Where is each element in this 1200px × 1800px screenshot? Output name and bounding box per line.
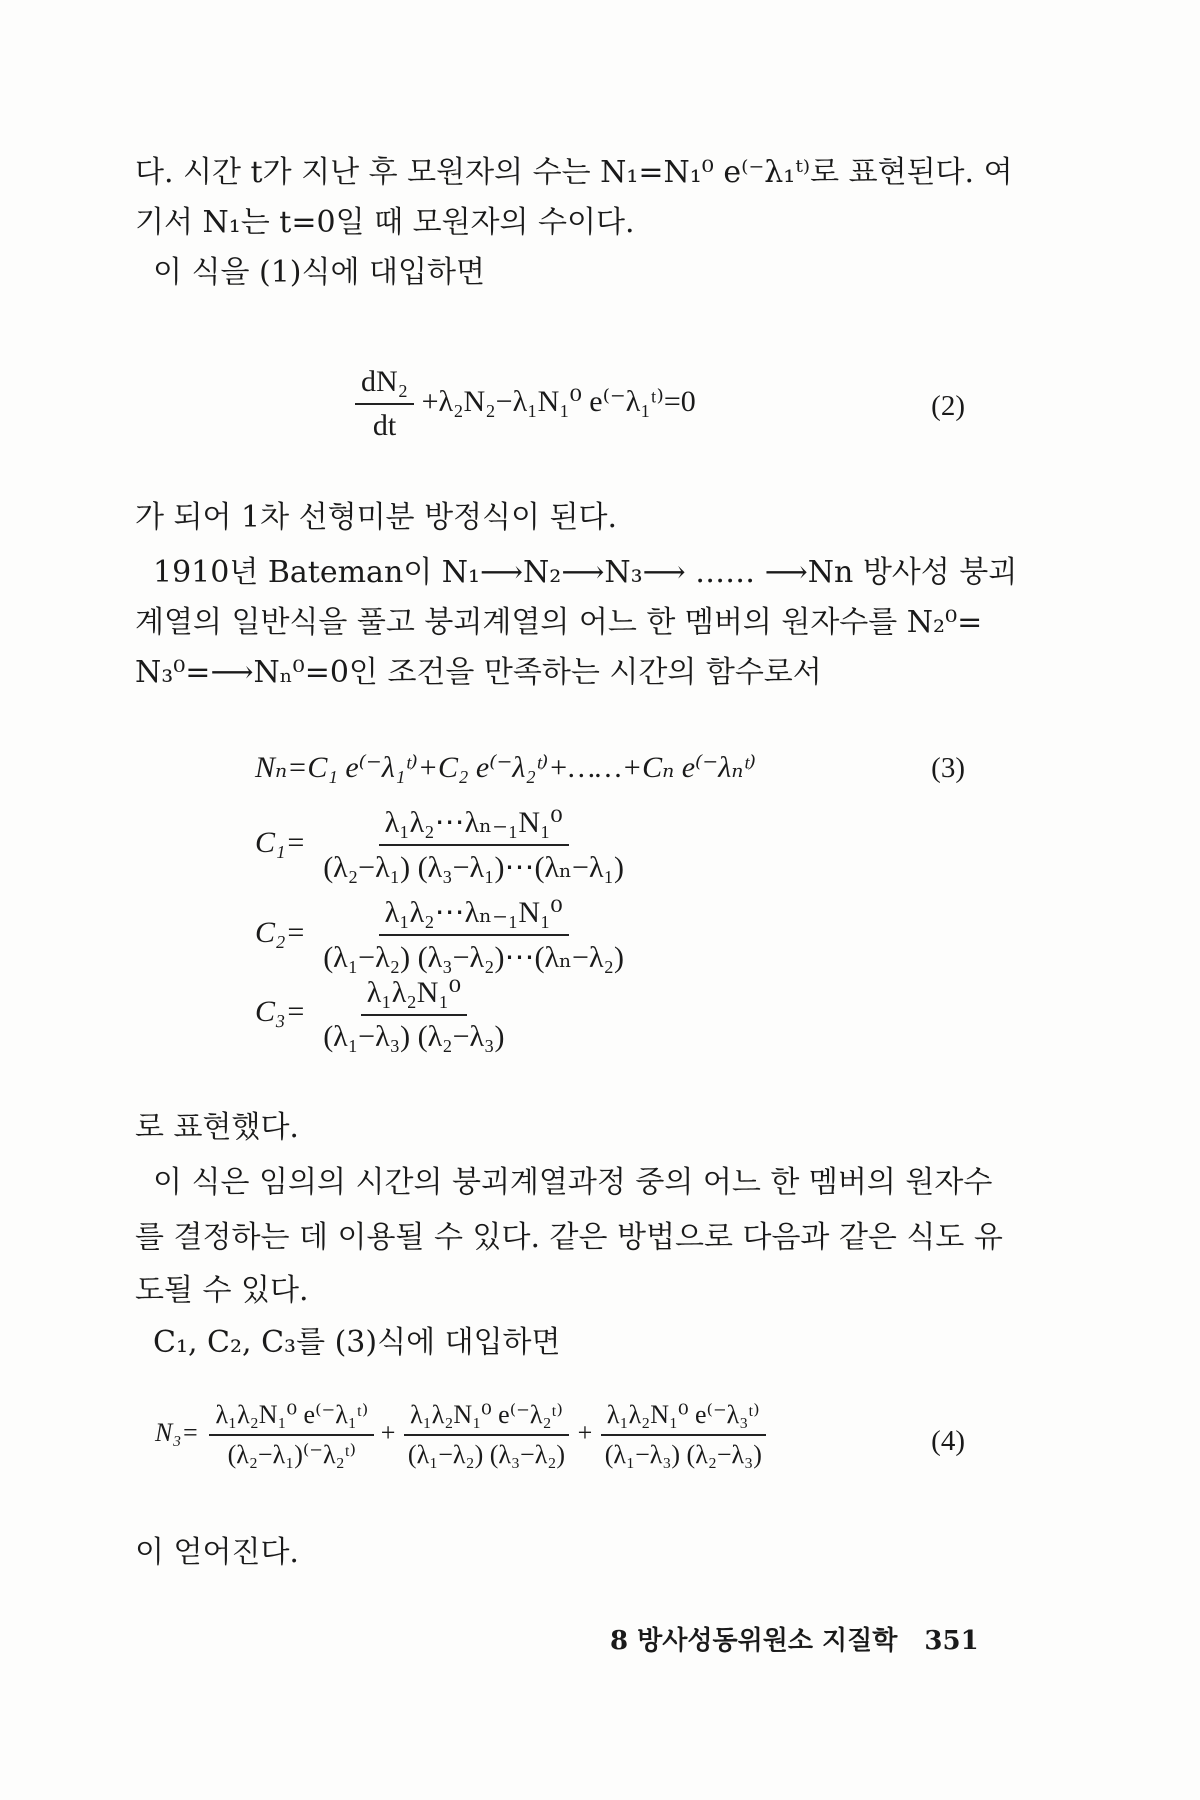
c3-numerator: λ₁λ₂N₁⁰: [361, 975, 467, 1016]
paragraph-4-line-1: 1910년 Bateman이 N₁⟶N₂⟶N₃⟶ …… ⟶Nn 방사성 붕괴: [153, 555, 1018, 590]
coefficient-c2: [255, 895, 630, 975]
term-2-denominator: (λ₁−λ₂) (λ₃−λ₂): [407, 1440, 566, 1469]
paragraph-1-line-2: 기서 N₁는 t=0일 때 모원자의 수이다.: [135, 205, 635, 240]
paragraph-4-line-2: 계열의 일반식을 풀고 붕괴계열의 어느 한 멤버의 원자수를 N₂⁰=: [135, 605, 983, 640]
c3-label: C₃=: [255, 995, 306, 1029]
coefficient-c3: [255, 975, 511, 1054]
term-2-numerator: λ₁λ₂N₁⁰ e⁽⁻λ₂ᵗ⁾: [404, 1400, 569, 1436]
equation-3-main: Nₙ=C₁ e⁽⁻λ₁ᵗ⁾+C₂ e⁽⁻λ₂ᵗ⁾+……+Cₙ e⁽⁻λₙᵗ⁾: [255, 751, 756, 784]
paragraph-6-line-3: 도될 수 있다.: [135, 1273, 309, 1308]
equation-3-number: (3): [931, 752, 965, 784]
term-2-fraction: [402, 1400, 571, 1470]
chapter-title: 8 방사성동위원소 지질학: [610, 1626, 898, 1656]
plus-sign-2: +: [577, 1417, 593, 1447]
term-1-denominator: (λ₂−λ₁)⁽⁻λ₂ᵗ⁾: [227, 1440, 357, 1469]
derivative-fraction: [355, 365, 414, 443]
c1-label: C₁=: [255, 825, 306, 859]
c1-denominator: (λ₂−λ₁) (λ₃−λ₁)⋯(λₙ−λ₁): [323, 851, 624, 884]
paragraph-2: 이 식을 (1)식에 대입하면: [153, 255, 485, 290]
paragraph-1-line-1: 다. 시간 t가 지난 후 모원자의 수는 N₁=N₁⁰ e⁽⁻λ₁ᵗ⁾로 표현된다. 여: [135, 155, 1013, 190]
term-3-fraction: [599, 1400, 768, 1470]
coefficient-c1: [255, 805, 630, 885]
equation-4-number: (4): [931, 1425, 965, 1457]
derivative-numerator: dN₂: [355, 365, 414, 405]
c1-fraction: [317, 805, 630, 885]
equation-4: [155, 1400, 768, 1470]
plus-sign-1: +: [380, 1417, 396, 1447]
equation-2: [355, 365, 696, 443]
equation-2-rest: +λ₂N₂−λ₁N₁⁰ e⁽⁻λ₁ᵗ⁾=0: [421, 384, 696, 418]
c2-numerator: λ₁λ₂⋯λₙ₋₁N₁⁰: [379, 895, 569, 936]
paragraph-4-line-3: N₃⁰=⟶Nₙ⁰=0인 조건을 만족하는 시간의 함수로서: [135, 655, 822, 690]
c1-numerator: λ₁λ₂⋯λₙ₋₁N₁⁰: [379, 805, 569, 846]
paragraph-3: 가 되어 1차 선형미분 방정식이 된다.: [135, 500, 618, 535]
c3-denominator: (λ₁−λ₃) (λ₂−λ₃): [323, 1020, 505, 1053]
paragraph-8: 이 얻어진다.: [135, 1535, 299, 1570]
c2-label: C₂=: [255, 915, 306, 949]
c2-fraction: [317, 895, 630, 975]
n3-label: N₃=: [155, 1417, 199, 1447]
page-number: 351: [924, 1626, 979, 1656]
term-1-numerator: λ₁λ₂N₁⁰ e⁽⁻λ₁ᵗ⁾: [209, 1400, 374, 1436]
term-3-denominator: (λ₁−λ₃) (λ₂−λ₃): [604, 1440, 762, 1469]
paragraph-5: 로 표현했다.: [135, 1110, 299, 1145]
paragraph-7: C₁, C₂, C₃를 (3)식에 대입하면: [153, 1325, 561, 1360]
paragraph-6-line-1: 이 식은 임의의 시간의 붕괴계열과정 중의 어느 한 멤버의 원자수: [153, 1165, 993, 1200]
paragraph-6-line-2: 를 결정하는 데 이용될 수 있다. 같은 방법으로 다음과 같은 식도 유: [135, 1220, 1003, 1255]
equation-2-number: (2): [931, 390, 965, 422]
page-footer: [610, 1620, 979, 1657]
term-1-fraction: [209, 1400, 374, 1470]
term-3-numerator: λ₁λ₂N₁⁰ e⁽⁻λ₃ᵗ⁾: [601, 1400, 766, 1436]
derivative-denominator: dt: [372, 409, 397, 442]
c3-fraction: [317, 975, 510, 1054]
c2-denominator: (λ₁−λ₂) (λ₃−λ₂)⋯(λₙ−λ₂): [323, 941, 624, 974]
